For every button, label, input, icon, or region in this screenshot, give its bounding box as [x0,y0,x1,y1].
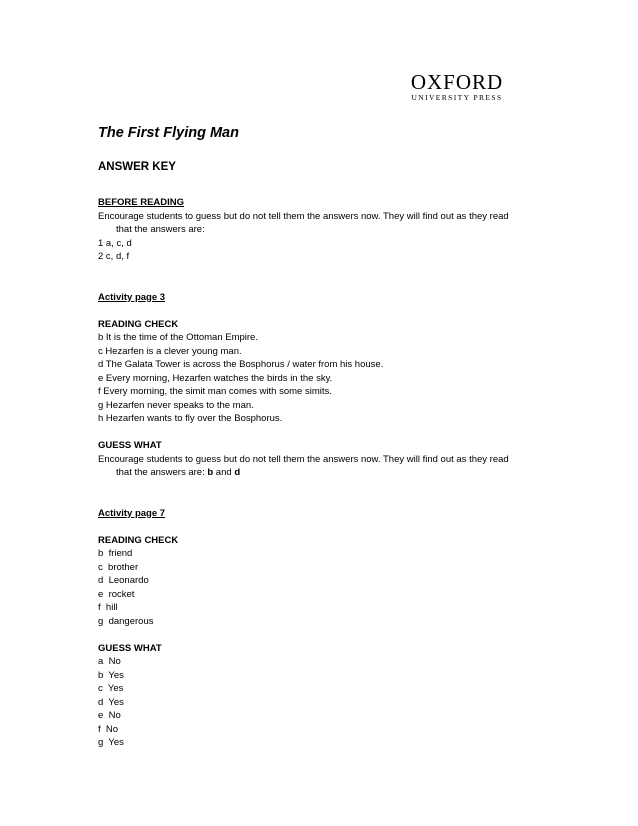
reading-check-item: h Hezarfen wants to fly over the Bosphorus. [98,413,283,424]
item-letter: e [98,710,104,721]
item-answer: Yes [108,669,124,681]
item-letter: b [98,548,104,559]
reading-check-heading: READING CHECK [98,534,179,546]
item-letter: c [98,561,103,573]
item-answer: friend [108,548,133,559]
reading-check-item: d The Galata Tower is across the Bosphorus / water from his house. [98,359,384,370]
item-letter: d [98,696,104,708]
guess-what-item [98,655,538,669]
guess-what-item [98,682,538,696]
guess-what-prefix: that the answers are: [116,467,208,478]
item-answer: No [105,723,119,735]
reading-check-item: b It is the time of the Ottoman Empire. [98,332,258,343]
reading-check-item: c Hezarfen is a clever young man. [98,345,242,357]
item-letter: g [98,615,104,627]
guess-what-heading: GUESS WHAT [98,642,162,654]
item-answer: dangerous [108,615,154,627]
before-reading-heading: BEFORE READING [98,197,185,208]
reading-check-item [98,547,538,561]
logo-sub-text: UNIVERSITY PRESS [411,93,503,102]
activity-page-3-heading: Activity page 3 [98,291,166,303]
guess-what-item [98,709,538,723]
item-answer: Yes [108,696,124,708]
before-reading-section [98,196,538,264]
item-letter: c [98,683,103,694]
guess-what-instruction-line2 [98,466,538,480]
item-letter: e [98,588,104,600]
item-answer: hill [105,602,118,613]
guess-what-instruction-line1: Encourage students to guess but do not tell them the answers now. They will find out as they read [98,453,509,465]
item-letter: d [98,575,104,586]
activity-page-3-section [98,291,538,480]
reading-check-item: f Every morning, the simit man comes with some simits. [98,386,332,397]
document-title: The First Flying Man [98,125,239,141]
logo-main-text: OXFORD [410,70,504,94]
reading-check-heading: READING CHECK [98,318,179,330]
reading-check-item [98,615,538,629]
item-letter: b [98,669,104,681]
activity-page-7-section [98,507,538,750]
item-answer: No [108,710,121,721]
item-answer: Yes [107,683,124,694]
item-answer: Yes [108,737,124,748]
item-answer: No [108,656,121,667]
item-letter: f [98,723,101,735]
reading-check-item [98,561,538,575]
item-letter: g [98,737,104,748]
document-body [98,124,538,750]
answer-key-heading: ANSWER KEY [98,161,176,173]
reading-check-item [98,601,538,615]
guess-what-answer: d [234,467,241,478]
guess-what-answer: b [207,467,214,478]
guess-what-item [98,736,538,750]
activity-page-7-heading: Activity page 7 [98,507,166,519]
publisher-logo [402,71,512,103]
reading-check-item [98,588,538,602]
item-answer: rocket [108,588,135,600]
guess-what-heading: GUESS WHAT [98,440,162,451]
reading-check-item [98,574,538,588]
reading-check-item: e Every morning, Hezarfen watches the birds in the sky. [98,372,333,384]
before-reading-answer: 2 c, d, f [98,251,130,262]
item-letter: a [98,656,104,667]
before-reading-answer: 1 a, c, d [98,237,132,249]
item-letter: f [98,602,101,613]
reading-check-item: g Hezarfen never speaks to the man. [98,399,254,411]
item-answer: brother [108,561,139,573]
guess-what-item [98,696,538,710]
guess-what-and: and [213,467,235,478]
before-reading-instruction-line2: that the answers are: [116,224,205,235]
before-reading-instruction-line1: Encourage students to guess but do not tell them the answers now. They will find out as they read [98,210,509,222]
guess-what-item [98,669,538,683]
item-answer: Leonardo [108,575,149,586]
guess-what-item [98,723,538,737]
